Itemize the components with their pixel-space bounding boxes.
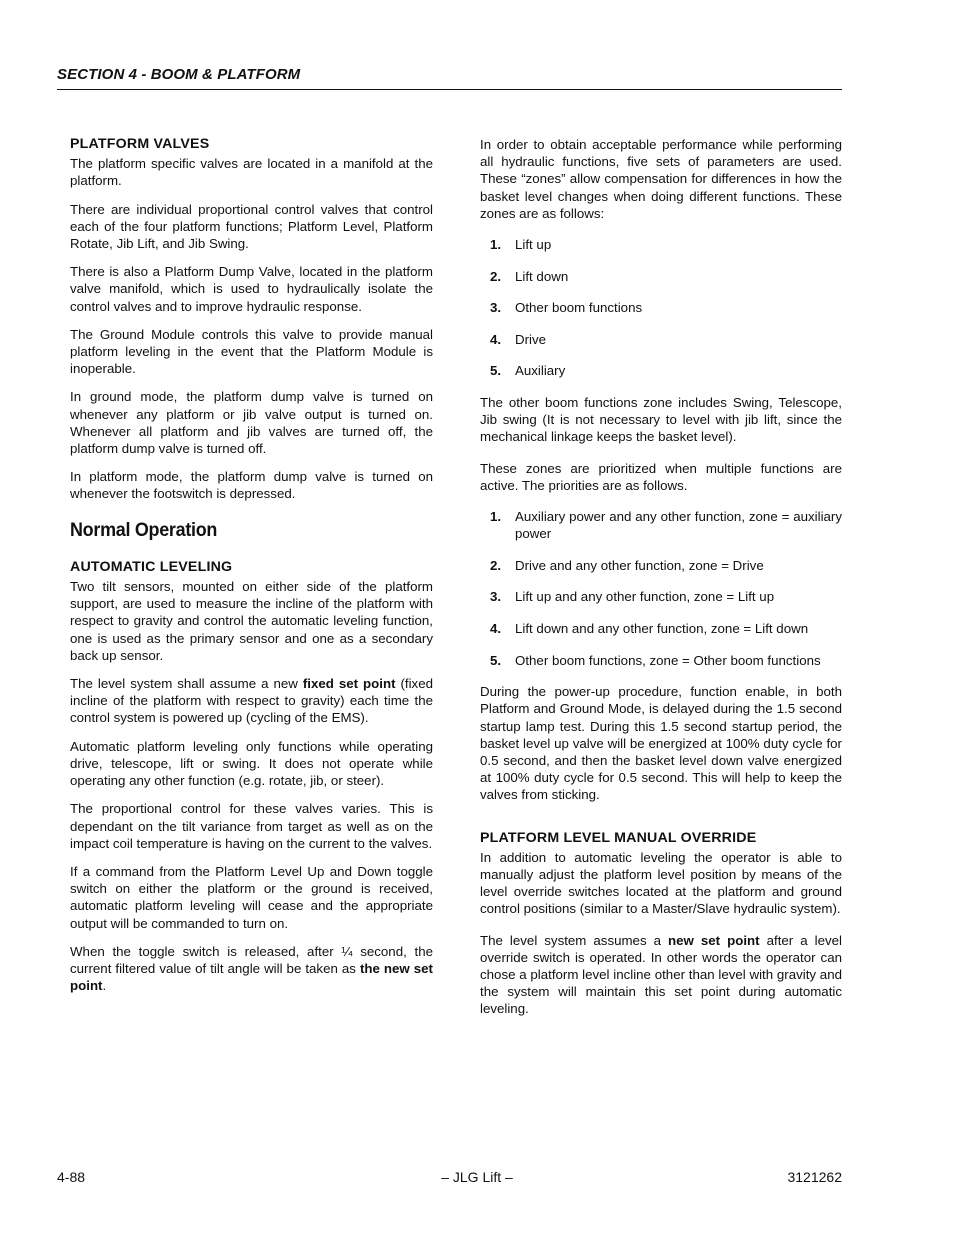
list-item (480, 588, 842, 605)
paragraph: Automatic platform leveling only functions while operating drive, telescope, lift or swing. It does not operate while operating any other function (e.g. rotate, jib, or steer). (70, 738, 433, 789)
list-text: Lift up (515, 237, 552, 253)
paragraph: If a command from the Platform Level Up and Down toggle switch on either the platform or the ground is received, automatic platform leveling will cease and the appropriate output will be commanded to turn on. (70, 863, 433, 931)
text-run: after a level override switch is operated. In other words the operator can chose a platform level incline other than level with gravity and the system will maintain this set point during automatic leveling. (480, 932, 842, 1017)
bold-term: fixed set point (302, 676, 396, 692)
list-number: 1. (490, 509, 502, 524)
list-item (480, 652, 842, 669)
list-item (480, 236, 842, 253)
left-column (70, 136, 433, 1005)
list-item (480, 620, 842, 637)
list-number: 4. (490, 331, 502, 347)
list-item (480, 331, 842, 348)
zones-list (480, 236, 842, 380)
text-run: The level system shall assume a new (70, 676, 303, 692)
priorities-list (480, 508, 842, 669)
footer-brand: – JLG Lift – (441, 1169, 513, 1185)
paragraph: In order to obtain acceptable performance while performing all hydraulic functions, five sets of parameters are used. These “zones” allow compensation for differences in how the basket level changes when doing different functions. These zones are as follows: (480, 137, 842, 221)
text-run: When the toggle switch is released, after ¼ second, the current filtered value of tilt angle will be taken as (70, 943, 433, 976)
list-item (480, 508, 842, 542)
list-text: Drive and any other function, zone = Drive (515, 557, 764, 573)
bold-term: the new set point (70, 960, 433, 994)
paragraph: In platform mode, the platform dump valve is turned on whenever the footswitch is depressed. (70, 469, 433, 502)
paragraph: During the power-up procedure, function enable, in both Platform and Ground Mode, is delayed during the 1.5 second startup lamp test. During this 1.5 second startup period, the basket level up valve will be energized at 100% duty cycle for 0.5 second, and then the basket level down valve energized at 100% duty cycle for 0.5 second. This will help to keep the valves from sticking. (480, 684, 842, 803)
list-text: Auxiliary power and any other function, zone = auxiliary power (515, 509, 842, 542)
normal-operation-title: Normal Operation (70, 518, 218, 541)
paragraph: In addition to automatic leveling the operator is able to manually adjust the platform level position by means of the level override switches located at the platform and ground control positions (similar to a Master/Slave hydraulic system). (480, 849, 842, 917)
text-run: . (102, 978, 107, 994)
list-item (480, 268, 842, 285)
list-number: 5. (490, 363, 502, 379)
text-run: (fixed incline of the platform with respect to gravity) each time the control system is powered up (cycling of the EMS). (70, 676, 433, 726)
list-text: Drive (515, 331, 547, 347)
list-item (480, 362, 842, 379)
list-item (480, 557, 842, 574)
paragraph: In ground mode, the platform dump valve is turned on whenever any platform or jib valve output is turned on. Whenever all platform and jib valves are turned off, the platform dump valve is turned off. (70, 389, 433, 457)
paragraph: The Ground Module controls this valve to provide manual platform leveling in the event that the Platform Module is inoperable. (70, 326, 433, 377)
list-number: 2. (490, 557, 502, 573)
list-number: 3. (490, 589, 502, 605)
section-header-title: SECTION 4 - BOOM & PLATFORM (57, 66, 301, 83)
page-number: 4-88 (57, 1169, 86, 1185)
paragraph: There is also a Platform Dump Valve, located in the platform valve manifold, which is used to hydraulically isolate the control valves and to improve hydraulic response. (70, 264, 433, 314)
paragraph: These zones are prioritized when multiple functions are active. The priorities are as follows. (480, 460, 842, 493)
paragraph (70, 943, 433, 995)
bold-term: new set point (668, 932, 760, 948)
list-text: Lift down (515, 268, 569, 284)
document-number: 3121262 (787, 1169, 842, 1185)
level-override-heading: PLATFORM LEVEL MANUAL OVERRIDE (480, 829, 757, 846)
paragraph: The other boom functions zone includes Swing, Telescope, Jib swing (It is not necessary to level with jib lift, since the mechanical linkage keeps the basket level). (480, 394, 842, 445)
platform-valves-heading: PLATFORM VALVES (70, 136, 210, 152)
automatic-leveling-heading: AUTOMATIC LEVELING (70, 558, 233, 575)
list-item (480, 299, 842, 316)
list-text: Auxiliary (515, 363, 566, 379)
right-column (480, 136, 842, 1029)
list-text: Lift down and any other function, zone = Lift down (515, 620, 809, 636)
header-divider (57, 89, 842, 90)
list-number: 2. (490, 268, 502, 284)
list-number: 3. (490, 300, 502, 316)
paragraph (70, 675, 433, 727)
paragraph: There are individual proportional control valves that control each of the four platform functions; Platform Level, Platform Rotate, Jib Lift, and Jib Swing. (70, 201, 433, 252)
list-text: Other boom functions, zone = Other boom functions (515, 652, 821, 668)
paragraph (480, 932, 842, 1018)
list-text: Lift up and any other function, zone = Lift up (515, 589, 775, 605)
list-text: Other boom functions (515, 300, 643, 316)
list-number: 5. (490, 652, 502, 668)
list-number: 4. (490, 620, 502, 636)
text-run: The level system assumes a (480, 932, 669, 948)
paragraph: Two tilt sensors, mounted on either side of the platform support, are used to measure the incline of the platform with respect to gravity and control the automatic leveling function, one is used as the primary sensor and one as a secondary back up sensor. (70, 579, 433, 663)
paragraph: The platform specific valves are located in a manifold at the platform. (70, 156, 433, 189)
paragraph: The proportional control for these valves varies. This is dependant on the tilt variance from target as well as on the impact coil temperature is having on the current to the valves. (70, 801, 433, 851)
list-number: 1. (490, 237, 502, 253)
